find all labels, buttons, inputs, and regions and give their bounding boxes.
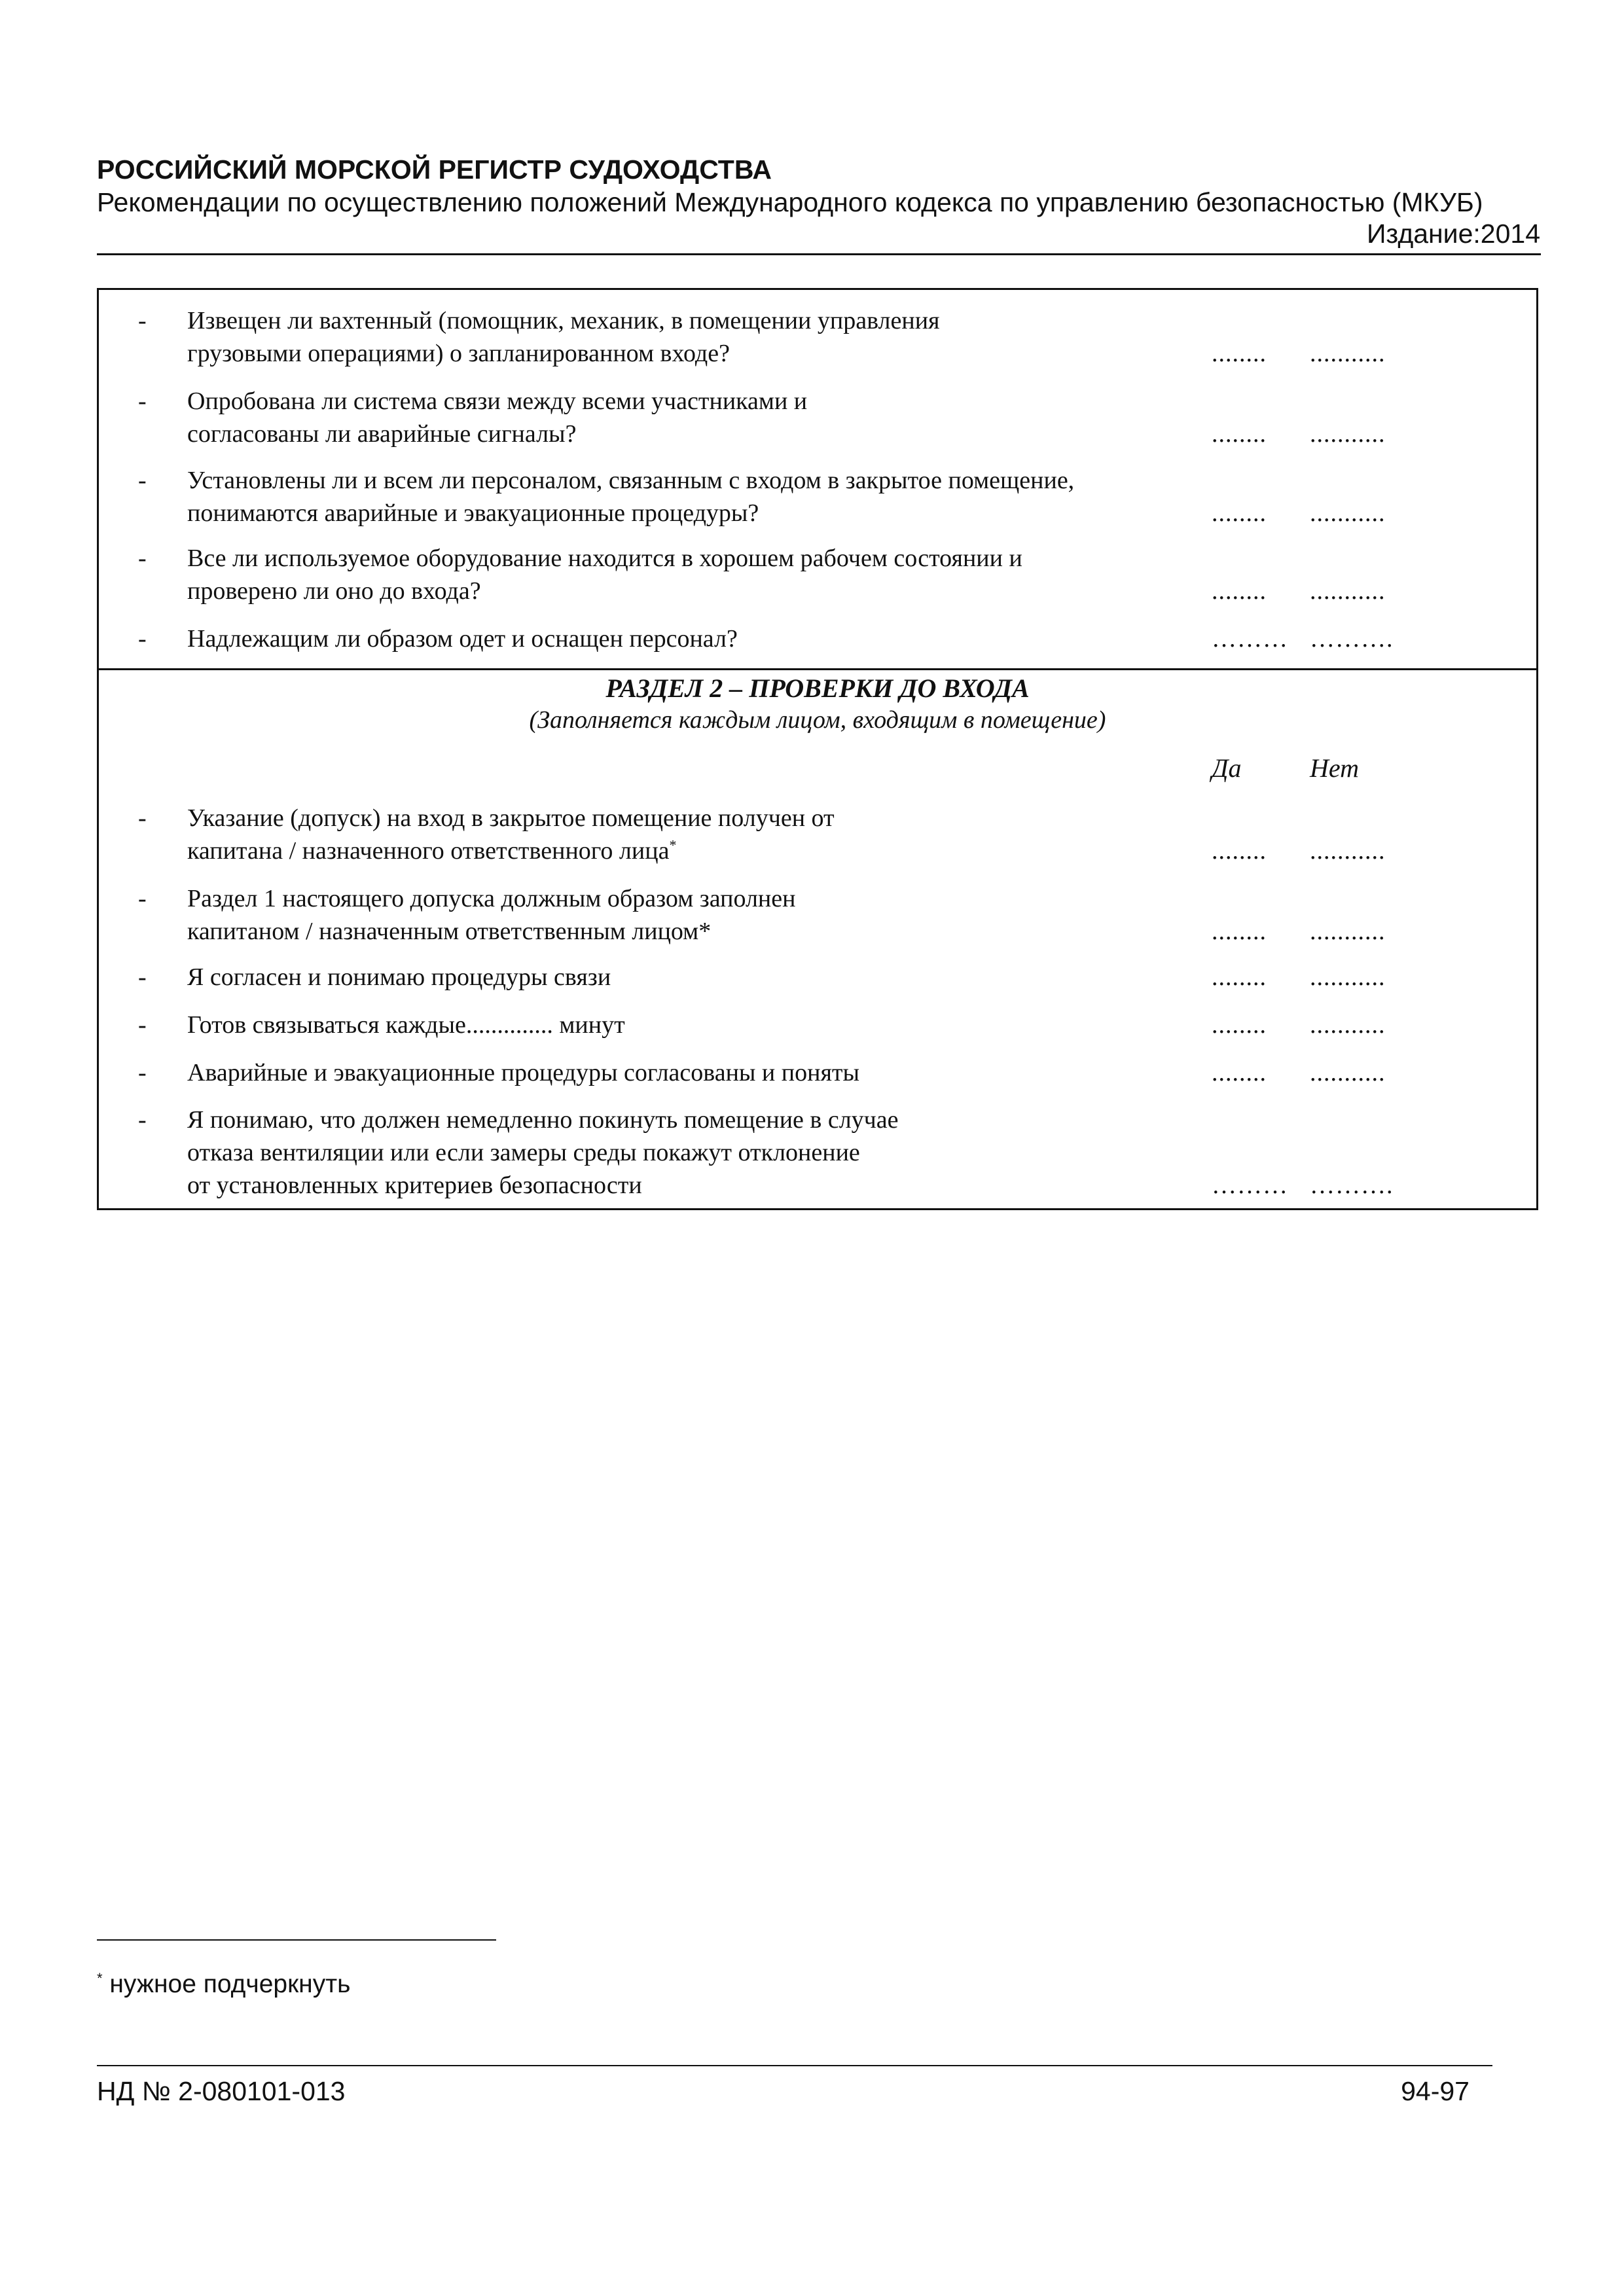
column-header-no: Нет	[1310, 753, 1359, 783]
answer-fields	[1212, 622, 1408, 655]
item-dash: -	[138, 1106, 147, 1134]
item-text-line: Я понимаю, что должен немедленно покинуть помещение в случае	[187, 1106, 899, 1134]
item-text	[187, 1009, 1267, 1041]
answer-fields	[1212, 1169, 1408, 1202]
item-text-line: Опробована ли система связи между всеми участниками и	[187, 387, 808, 415]
answer-no-field[interactable]: ...........	[1310, 837, 1386, 865]
checklist-form	[97, 288, 1538, 1210]
answer-no-field[interactable]: ……….	[1310, 1172, 1394, 1199]
answer-fields	[1212, 575, 1408, 607]
answer-yes-field[interactable]: ........	[1212, 918, 1267, 945]
item-text-line: Готов связываться каждые.............. минут	[187, 1011, 625, 1039]
answer-fields	[1212, 418, 1408, 450]
answer-no-field[interactable]: ...........	[1310, 420, 1386, 448]
item-text	[187, 1103, 1267, 1202]
header-divider	[97, 253, 1541, 255]
answer-yes-field[interactable]: ………	[1212, 625, 1288, 653]
answer-fields	[1212, 497, 1408, 529]
answer-yes-field[interactable]: ........	[1212, 340, 1267, 367]
answer-yes-field[interactable]: ........	[1212, 1059, 1267, 1086]
page-number: 94-97	[1401, 2076, 1470, 2106]
item-dash: -	[138, 467, 147, 494]
section-divider	[99, 668, 1536, 670]
item-dash: -	[138, 625, 147, 653]
item-dash: -	[138, 1011, 147, 1039]
item-dash: -	[138, 307, 147, 334]
item-text-line: Извещен ли вахтенный (помощник, механик, в помещении управления	[187, 307, 940, 334]
item-text	[187, 542, 1267, 607]
answer-no-field[interactable]: ……….	[1310, 625, 1394, 653]
answer-yes-field[interactable]: ………	[1212, 1172, 1288, 1199]
item-dash: -	[138, 387, 147, 415]
item-text-line: Все ли используемое оборудование находится в хорошем рабочем состоянии и	[187, 545, 1022, 572]
item-dash: -	[138, 804, 147, 832]
item-text-line: от установленных критериев безопасности	[187, 1172, 642, 1199]
edition-label: Издание:2014	[1366, 219, 1540, 249]
answer-yes-field[interactable]: ........	[1212, 1011, 1267, 1039]
footnote-divider	[97, 1939, 496, 1941]
item-text-line: понимаются аварийные и эвакуационные процедуры?	[187, 499, 759, 527]
item-text-line: Я согласен и понимаю процедуры связи	[187, 963, 611, 991]
item-text-line: грузовыми операциями) о запланированном входе?	[187, 340, 730, 367]
answer-no-field[interactable]: ...........	[1310, 1059, 1386, 1086]
answer-no-field[interactable]: ...........	[1310, 918, 1386, 945]
column-header-yes: Да	[1212, 753, 1242, 783]
footnote-mark: *	[97, 1970, 103, 1986]
item-text-line	[187, 834, 1267, 867]
answer-no-field[interactable]: ...........	[1310, 963, 1386, 991]
item-text-line: капитаном / назначенным ответственным лицом*	[187, 918, 712, 945]
answer-fields	[1212, 834, 1408, 867]
footer-divider	[97, 2065, 1492, 2066]
item-text-line: Аварийные и эвакуационные процедуры согласованы и поняты	[187, 1059, 860, 1086]
answer-no-field[interactable]: ...........	[1310, 1011, 1386, 1039]
answer-fields	[1212, 961, 1408, 994]
answer-fields	[1212, 915, 1408, 948]
item-text	[187, 961, 1267, 994]
document-subtitle: Рекомендации по осуществлению положений Международного кодекса по управлению безопасностью (МКУБ)	[97, 187, 1483, 217]
answer-no-field[interactable]: ...........	[1310, 340, 1386, 367]
item-text-line: Установлены ли и всем ли персоналом, связанным с входом в закрытое помещение,	[187, 467, 1075, 494]
answer-fields	[1212, 337, 1408, 370]
item-text-line: проверено ли оно до входа?	[187, 577, 481, 605]
item-text	[187, 385, 1267, 450]
item-text-line: Указание (допуск) на вход в закрытое помещение получен от	[187, 804, 835, 832]
item-dash: -	[138, 1059, 147, 1086]
answer-no-field[interactable]: ...........	[1310, 499, 1386, 527]
answer-yes-field[interactable]: ........	[1212, 499, 1267, 527]
document-number: НД № 2-080101-013	[97, 2076, 346, 2106]
item-text	[187, 304, 1267, 370]
section-2-note: (Заполняется каждым лицом, входящим в помещение)	[529, 706, 1106, 734]
answer-yes-field[interactable]: ........	[1212, 420, 1267, 448]
answer-fields	[1212, 1056, 1408, 1089]
answer-yes-field[interactable]: ........	[1212, 577, 1267, 605]
answer-fields	[1212, 1009, 1408, 1041]
footnote	[97, 1970, 350, 1999]
item-text	[187, 882, 1267, 948]
item-text-line: отказа вентиляции или если замеры среды покажут отклонение	[187, 1139, 860, 1166]
item-text-content: капитана / назначенного ответственного лица	[187, 837, 670, 865]
footnote-reference: *	[669, 836, 677, 853]
item-dash: -	[138, 545, 147, 572]
item-text	[187, 464, 1267, 529]
item-text	[187, 622, 1267, 655]
answer-yes-field[interactable]: ........	[1212, 837, 1267, 865]
item-text-line: Надлежащим ли образом одет и оснащен персонал?	[187, 625, 738, 653]
item-text-line: согласованы ли аварийные сигналы?	[187, 420, 577, 448]
item-dash: -	[138, 963, 147, 991]
item-text	[187, 1056, 1267, 1089]
item-dash: -	[138, 885, 147, 912]
organization-title: РОССИЙСКИЙ МОРСКОЙ РЕГИСТР СУДОХОДСТВА	[97, 154, 772, 185]
answer-no-field[interactable]: ...........	[1310, 577, 1386, 605]
item-text	[187, 802, 1267, 867]
section-2-title: РАЗДЕЛ 2 – ПРОВЕРКИ ДО ВХОДА	[605, 673, 1030, 703]
item-text-line: Раздел 1 настоящего допуска должным образом заполнен	[187, 885, 796, 912]
answer-yes-field[interactable]: ........	[1212, 963, 1267, 991]
footnote-text: нужное подчеркнуть	[102, 1970, 351, 1998]
